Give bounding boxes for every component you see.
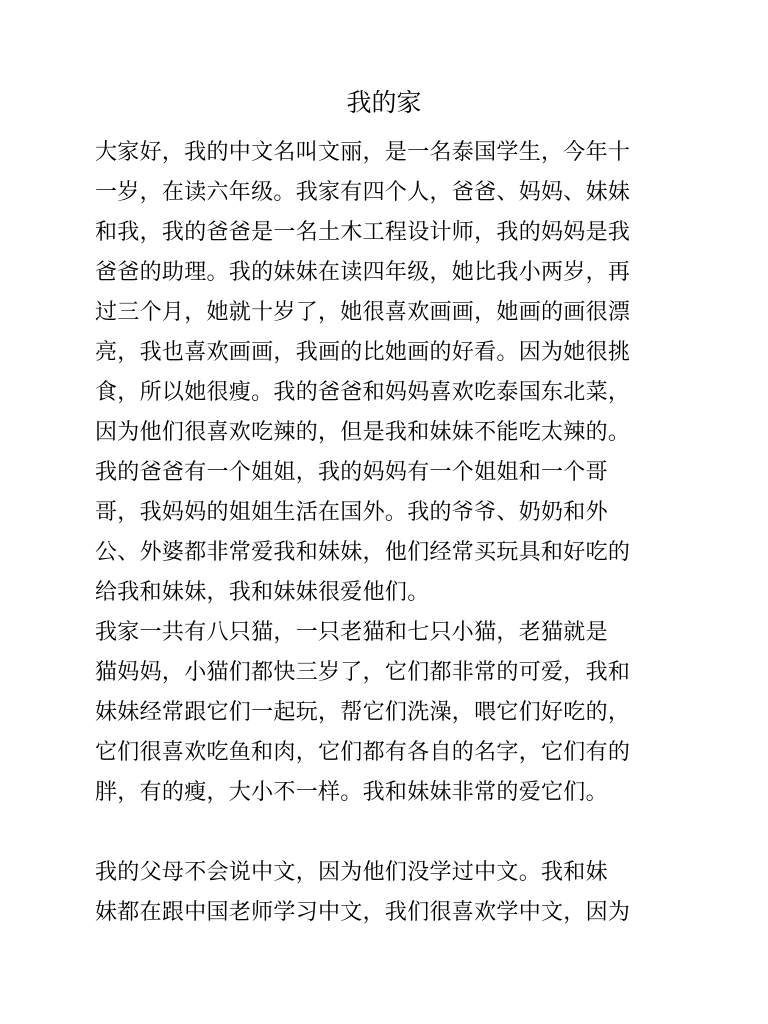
- paragraph-2-line-3: 公、外婆都非常爱我和妹妹，他们经常买玩具和好吃的: [95, 540, 631, 565]
- paragraph-2-line-4: 给我和妹妹，我和妹妹很爱他们。: [95, 580, 430, 605]
- paragraph-3-line-2: 猫妈妈，小猫们都快三岁了，它们都非常的可爱，我和: [95, 660, 631, 685]
- paragraph-1-line-5: 过三个月，她就十岁了，她很喜欢画画，她画的画很漂: [95, 300, 631, 325]
- paragraph-3-line-5: 胖，有的瘦，大小不一样。我和妹妹非常的爱它们。: [95, 780, 608, 805]
- paragraph-2-line-1: 我的爸爸有一个姐姐，我的妈妈有一个姐姐和一个哥: [95, 460, 608, 485]
- paragraph-4-line-1: 我的父母不会说中文，因为他们没学过中文。我和妹: [95, 860, 608, 885]
- paragraph-3-line-3: 妹妹经常跟它们一起玩，帮它们洗澡，喂它们好吃的，: [95, 700, 631, 725]
- paragraph-1-line-6: 亮，我也喜欢画画，我画的比她画的好看。因为她很挑: [95, 340, 631, 365]
- paragraph-1-line-8: 因为他们很喜欢吃辣的，但是我和妹妹不能吃太辣的。: [95, 420, 631, 445]
- paragraph-3-line-4: 它们很喜欢吃鱼和肉，它们都有各自的名字，它们有的: [95, 740, 631, 765]
- paragraph-1-line-2: 一岁，在读六年级。我家有四个人，爸爸、妈妈、妹妹: [95, 180, 631, 205]
- paragraph-1-line-3: 和我，我的爸爸是一名土木工程设计师，我的妈妈是我: [95, 220, 631, 245]
- paragraph-1-line-1: 大家好，我的中文名叫文丽，是一名泰国学生，今年十: [95, 140, 631, 165]
- paragraph-3-line-1: 我家一共有八只猫，一只老猫和七只小猫，老猫就是: [95, 620, 608, 645]
- paragraph-1-line-7: 食，所以她很瘦。我的爸爸和妈妈喜欢吃泰国东北菜，: [95, 380, 631, 405]
- paragraph-2-line-2: 哥，我妈妈的姐姐生活在国外。我的爷爷、奶奶和外: [95, 500, 608, 525]
- paragraph-1-line-4: 爸爸的助理。我的妹妹在读四年级，她比我小两岁，再: [95, 260, 631, 285]
- paragraph-4-line-2: 妹都在跟中国老师学习中文，我们很喜欢学中文，因为: [95, 900, 631, 925]
- page-title: 我的家: [346, 88, 422, 117]
